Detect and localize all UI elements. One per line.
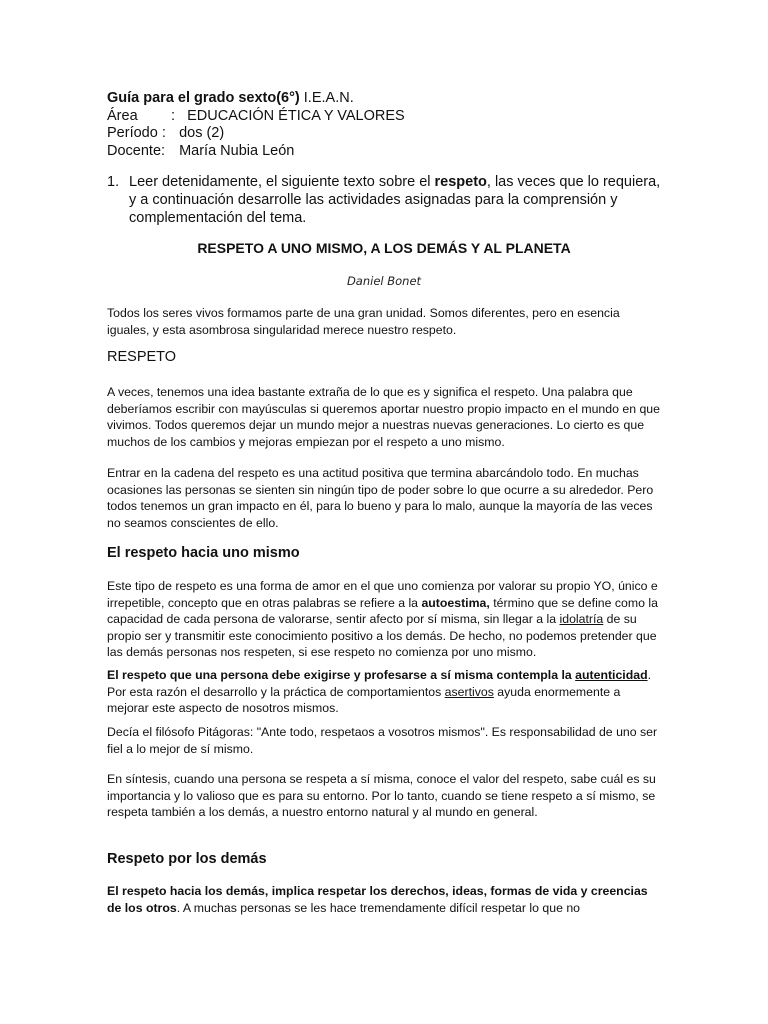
paragraph-6: En síntesis, cuando una persona se respeta a sí misma, conoce el valor del respeto, sabe cuál es su importancia y lo valioso que es para su entorno. Por lo tanto, cuando se tiene respeto a sí mismo, se respeta también a los demás, a nuestro entorno natural y al mundo en general. — [107, 772, 656, 819]
document-header — [107, 90, 405, 160]
heading-respect-others: Respeto por los demás — [107, 851, 267, 867]
section-heading-respeto: RESPETO — [107, 349, 177, 365]
instruction-text: Leer detenidamente, el siguiente texto sobre el respeto, las veces que lo requiera, y a continuación desarrolle las actividades asignadas para la comprensión y complementación del tema. — [129, 174, 661, 226]
paragraph-4: El respeto que una persona debe exigirse y profesarse a sí misma contempla la autenticidad. Por esta razón el desarrollo y la práctica de comportamientos asertivos ayuda enormemente a mejorar este aspecto de nosotros mismos. — [107, 668, 652, 715]
instruction-number: 1. — [107, 174, 120, 190]
author-name: Daniel Bonet — [346, 274, 422, 288]
paragraph-2: Entrar en la cadena del respeto es una actitud positiva que termina abarcándolo todo. En muchas ocasiones las personas se sienten sin ningún tipo de poder sobre lo que ocurre a su alrededor. Pero todos tenemos un gran impacto en él, para lo bueno y para lo malo, aunque la mayoría de las veces no seamos conscientes de ello. — [107, 466, 654, 530]
paragraph-7: El respeto hacia los demás, implica respetar los derechos, ideas, formas de vida y creencias de los otros. A muchas personas se les hace tremendamente difícil respetar lo que no — [107, 884, 648, 915]
document-title: RESPETO A UNO MISMO, A LOS DEMÁS Y AL PLANETA — [197, 240, 571, 256]
intro-paragraph: Todos los seres vivos formamos parte de una gran unidad. Somos diferentes, pero en esencia iguales, y esta asombrosa singularidad merece nuestro respeto. — [107, 306, 620, 337]
paragraph-1: A veces, tenemos una idea bastante extraña de lo que es y significa el respeto. Una palabra que deberíamos escribir con mayúsculas si queremos aportar nuestro propio impacto en el mundo en que vivimos. Todos queremos dejar un mundo mejor a nuestras nuevas generaciones. Lo cierto es que muchos de los cambios y mejoras empiezan por el respeto a uno mismo. — [107, 385, 660, 449]
teacher-line: Docente: María Nubia León — [107, 142, 295, 159]
paragraph-5: Decía el filósofo Pitágoras: "Ante todo, respetaos a vosotros mismos". Es responsabilidad de uno ser fiel a lo mejor de sí mismo. — [107, 725, 658, 756]
heading-self-respect: El respeto hacia uno mismo — [107, 545, 300, 561]
period-line: Período : dos (2) — [107, 125, 225, 141]
paragraph-3: Este tipo de respeto es una forma de amor en el que uno comienza por valorar su propio YO, único e irrepetible, concepto que en otras palabras se refiere a la autoestima, término que se define como la capacidad de cada persona de valorarse, sentir afecto por sí misma, sin llegar a la idolatría de su propio ser y transmitir este conocimiento positivo a los demás. De hecho, no podemos pretender que las demás personas nos respeten, si ese respeto no comienza por uno mismo. — [107, 579, 658, 659]
guide-line: Guía para el grado sexto(6°) I.E.A.N. — [107, 90, 354, 106]
area-line: Área : EDUCACIÓN ÉTICA Y VALORES — [107, 107, 405, 124]
instruction-item — [107, 173, 667, 227]
